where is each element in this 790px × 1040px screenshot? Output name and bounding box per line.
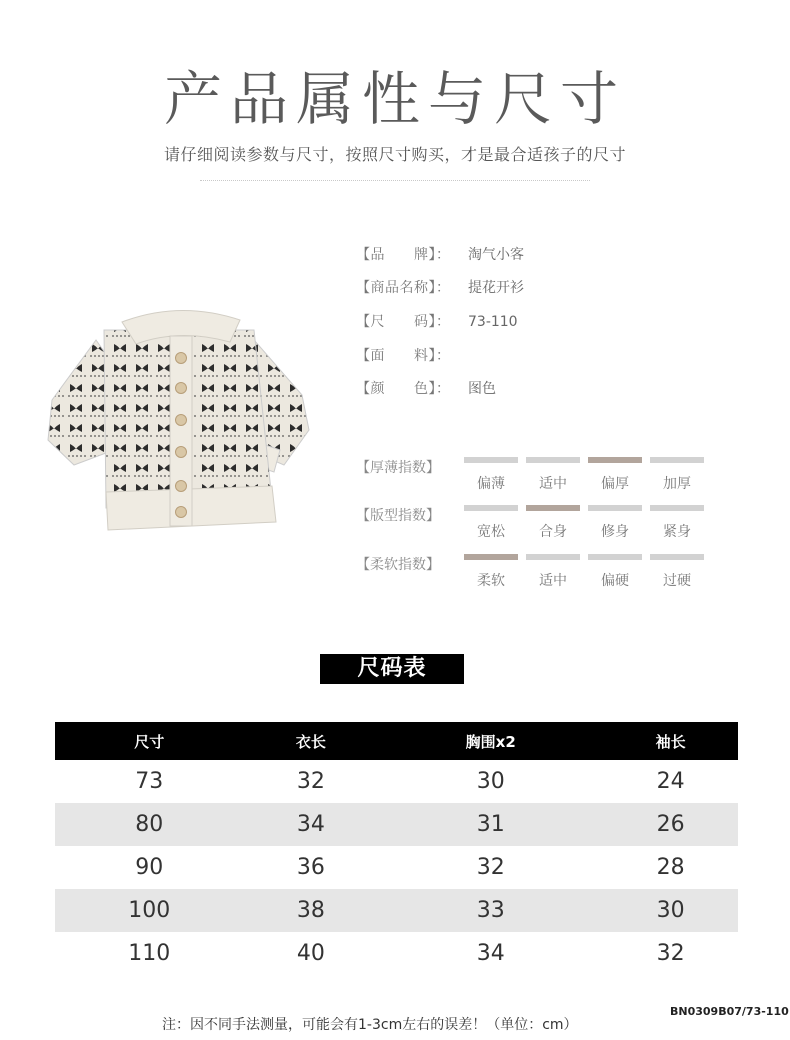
table-row xyxy=(55,932,738,975)
page-title: 产品属性与尺寸 xyxy=(163,65,626,133)
attr-product-name-label: 【商品名称】： xyxy=(356,280,451,296)
index-fit-option xyxy=(464,505,518,541)
size-table-title: 尺码表 xyxy=(320,654,464,684)
index-softness-option xyxy=(588,554,642,590)
table-cell: 30 xyxy=(476,769,505,794)
index-bar xyxy=(650,505,704,511)
index-softness-option xyxy=(464,554,518,590)
index-bar-selected xyxy=(464,554,518,560)
page-subtitle: 请仔细阅读参数与尺寸，按照尺寸购买，才是最合适孩子的尺寸 xyxy=(163,145,626,164)
table-row xyxy=(55,803,738,846)
table-cell: 32 xyxy=(296,769,325,794)
table-row xyxy=(55,760,738,803)
index-fit-option xyxy=(588,505,642,541)
table-cell: 90 xyxy=(135,855,164,880)
decorative-divider xyxy=(200,180,590,181)
index-option-label: 适中 xyxy=(539,476,567,492)
table-row xyxy=(55,846,738,889)
index-option-label: 偏薄 xyxy=(477,476,505,492)
index-option-label: 修身 xyxy=(601,524,629,540)
index-option-label: 偏厚 xyxy=(601,476,629,492)
attr-color xyxy=(356,378,496,400)
index-softness-label: 【柔软指数】 xyxy=(356,557,440,573)
index-option-label: 柔软 xyxy=(477,573,505,589)
index-bar xyxy=(588,554,642,560)
table-cell: 28 xyxy=(656,855,685,880)
index-fit-option xyxy=(650,505,704,541)
index-bar xyxy=(650,554,704,560)
index-option-label: 宽松 xyxy=(477,524,505,540)
table-cell: 73 xyxy=(135,769,164,794)
index-fit-label: 【版型指数】 xyxy=(356,508,440,524)
index-thickness-option xyxy=(588,457,642,493)
index-bar xyxy=(464,457,518,463)
table-cell: 110 xyxy=(128,941,171,966)
table-cell: 26 xyxy=(603,803,738,846)
product-image-cardigan xyxy=(44,300,312,535)
attr-size xyxy=(356,311,518,333)
index-bar xyxy=(588,505,642,511)
index-option-label: 偏硬 xyxy=(601,573,629,589)
index-bar xyxy=(526,457,580,463)
table-cell: 32 xyxy=(656,941,685,966)
index-thickness-option xyxy=(650,457,704,493)
index-option-label: 加厚 xyxy=(663,476,691,492)
attr-size-value: 73-110 xyxy=(468,314,518,330)
table-cell: 34 xyxy=(244,803,379,846)
attr-fabric xyxy=(356,345,468,367)
attr-product-name-value: 提花开衫 xyxy=(468,280,524,296)
index-thickness-option xyxy=(526,457,580,493)
size-table xyxy=(55,722,738,975)
table-cell: 36 xyxy=(296,855,325,880)
index-bar xyxy=(464,505,518,511)
size-table-header-row xyxy=(55,722,738,760)
index-softness-option xyxy=(650,554,704,590)
index-bar xyxy=(526,554,580,560)
table-cell: 33 xyxy=(378,889,603,932)
table-cell: 31 xyxy=(378,803,603,846)
table-cell: 100 xyxy=(55,889,244,932)
attr-brand xyxy=(356,244,524,266)
table-cell: 40 xyxy=(296,941,325,966)
attr-size-label: 【尺 码】： xyxy=(356,314,451,330)
table-cell: 30 xyxy=(603,889,738,932)
index-option-label: 过硬 xyxy=(663,573,691,589)
attr-color-label: 【颜 色】： xyxy=(356,381,451,397)
table-row xyxy=(55,889,738,932)
index-option-label: 适中 xyxy=(539,573,567,589)
index-softness-option xyxy=(526,554,580,590)
index-thickness-option xyxy=(464,457,518,493)
index-option-label: 合身 xyxy=(539,524,567,540)
index-thickness-label: 【厚薄指数】 xyxy=(356,460,440,476)
index-fit-option xyxy=(526,505,580,541)
index-bar-selected xyxy=(526,505,580,511)
header-size: 尺寸 xyxy=(55,722,244,760)
table-cell: 32 xyxy=(476,855,505,880)
product-code: BN0309B07/73-110 xyxy=(670,1005,789,1018)
table-cell: 38 xyxy=(244,889,379,932)
header-chest: 胸围x2 xyxy=(378,722,603,760)
attr-color-value: 图色 xyxy=(468,381,496,397)
header-length: 衣长 xyxy=(244,722,379,760)
index-bar-selected xyxy=(588,457,642,463)
index-bar xyxy=(650,457,704,463)
index-option-label: 紧身 xyxy=(663,524,691,540)
table-cell: 34 xyxy=(476,941,505,966)
attr-brand-label: 【品 牌】： xyxy=(356,247,451,263)
attr-product-name xyxy=(356,277,524,299)
attr-fabric-label: 【面 料】： xyxy=(356,348,451,364)
table-cell: 24 xyxy=(656,769,685,794)
attr-brand-value: 淘气小客 xyxy=(468,247,524,263)
measurement-note: 注：因不同手法测量，可能会有1-3cm左右的误差！（单位：cm） xyxy=(162,1017,578,1033)
table-cell: 80 xyxy=(55,803,244,846)
header-sleeve: 袖长 xyxy=(603,722,738,760)
